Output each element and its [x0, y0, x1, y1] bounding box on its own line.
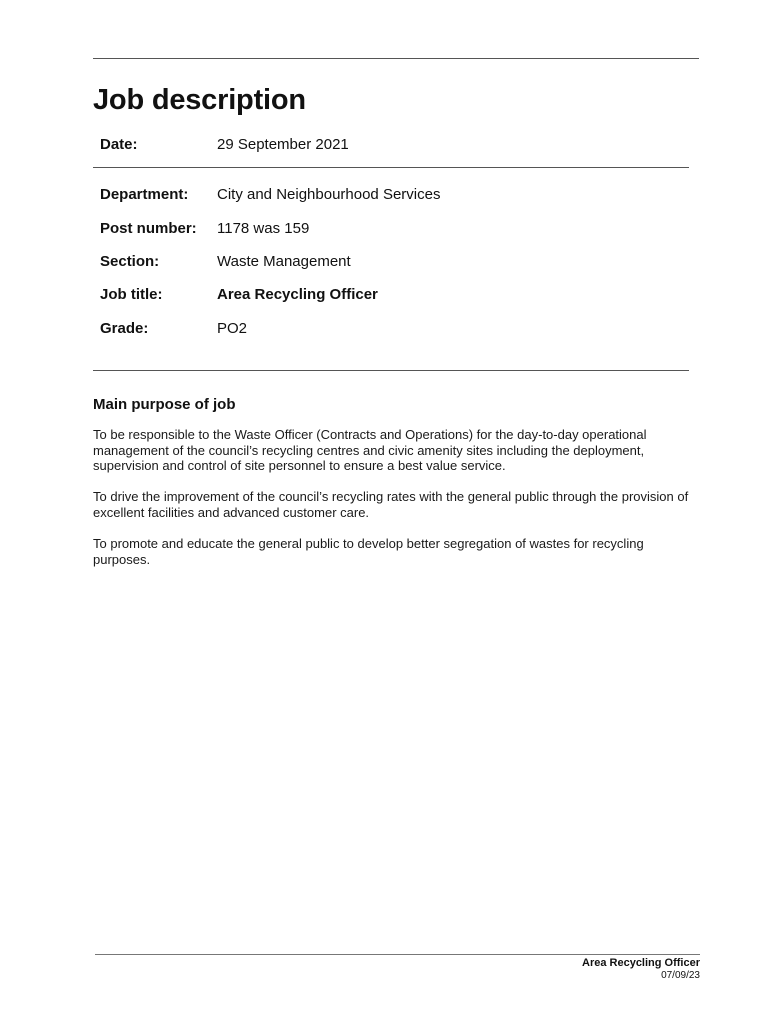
date-divider	[93, 167, 689, 168]
department-label: Department:	[100, 186, 189, 203]
post-number-value: 1178 was 159	[217, 220, 310, 237]
page-footer	[400, 956, 700, 982]
department-value: City and Neighbourhood Services	[217, 186, 441, 203]
purpose-paragraph-2: To drive the improvement of the council’s recycling rates with the general public through the provision of excellent facilities and advanced customer care.	[93, 489, 689, 520]
grade-label: Grade:	[100, 320, 149, 337]
job-title-value: Area Recycling Officer	[217, 286, 378, 303]
date-row	[100, 136, 660, 156]
footer-title: Area Recycling Officer	[582, 957, 700, 969]
purpose-paragraph-3: To promote and educate the general public to develop better segregation of wastes for recycling purposes.	[93, 536, 644, 567]
page-title: Job description	[93, 84, 306, 116]
job-title-row	[100, 286, 660, 306]
main-purpose-heading: Main purpose of job	[93, 396, 236, 413]
department-row	[100, 186, 660, 206]
purpose-paragraph-1: To be responsible to the Waste Officer (Contracts and Operations) for the day-to-day operational management of the council’s recycling centres and civic amenity sites including the deployment, supervision and control of site personnel to ensure a best value service.	[93, 427, 647, 473]
grade-value: PO2	[217, 320, 248, 337]
footer-rule	[95, 954, 700, 955]
section-label: Section:	[100, 253, 160, 270]
post-number-label: Post number:	[100, 220, 197, 237]
post-number-row	[100, 220, 660, 240]
section-row	[100, 253, 660, 273]
date-label: Date:	[100, 136, 138, 153]
details-divider	[93, 370, 689, 371]
footer-date: 07/09/23	[661, 970, 700, 981]
date-value: 29 September 2021	[217, 136, 349, 153]
grade-row	[100, 320, 660, 340]
top-rule	[93, 58, 699, 59]
section-value: Waste Management	[217, 253, 351, 270]
job-title-label: Job title:	[100, 286, 163, 303]
